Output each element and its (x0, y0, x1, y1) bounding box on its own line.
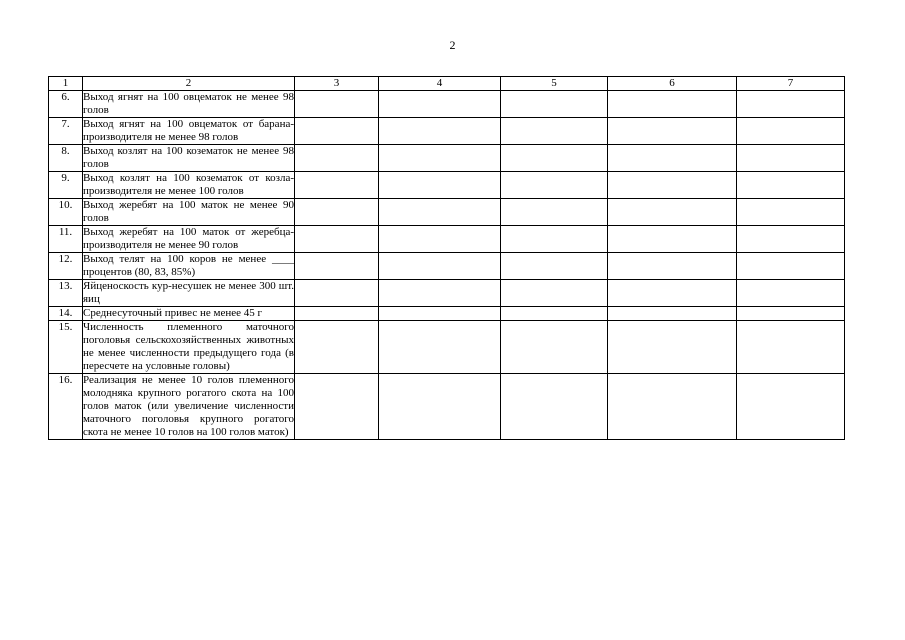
empty-cell (608, 118, 737, 145)
table-row (49, 253, 845, 280)
empty-cell (501, 118, 608, 145)
indicator-text: Выход телят на 100 коров не менее ____ процентов (80, 83, 85%) (83, 253, 294, 278)
column-header: 6 (608, 77, 737, 91)
empty-cell (501, 199, 608, 226)
table-row (49, 118, 845, 145)
row-number: 14. (49, 307, 83, 321)
indicator-text: Выход ягнят на 100 овцематок не менее 98 голов (83, 91, 294, 116)
empty-cell (608, 280, 737, 307)
empty-cell (608, 321, 737, 374)
empty-cell (379, 253, 501, 280)
empty-cell (501, 374, 608, 440)
table-row (49, 226, 845, 253)
empty-cell (379, 199, 501, 226)
page-number: 2 (449, 38, 456, 52)
empty-cell (379, 374, 501, 440)
table-row (49, 321, 845, 374)
empty-cell (379, 280, 501, 307)
indicator-text: Выход ягнят на 100 овцематок от барана-производителя не менее 98 голов (83, 118, 294, 143)
empty-cell (379, 118, 501, 145)
empty-cell (295, 307, 379, 321)
empty-cell (295, 280, 379, 307)
empty-cell (501, 253, 608, 280)
empty-cell (608, 253, 737, 280)
empty-cell (295, 253, 379, 280)
column-header: 4 (379, 77, 501, 91)
empty-cell (501, 172, 608, 199)
row-number: 15. (49, 321, 83, 374)
header-row (49, 77, 845, 91)
table-row (49, 145, 845, 172)
empty-cell (295, 226, 379, 253)
empty-cell (737, 91, 845, 118)
empty-cell (737, 199, 845, 226)
empty-cell (379, 307, 501, 321)
column-header: 2 (83, 77, 295, 91)
empty-cell (737, 374, 845, 440)
empty-cell (737, 118, 845, 145)
empty-cell (295, 118, 379, 145)
empty-cell (737, 172, 845, 199)
empty-cell (737, 145, 845, 172)
empty-cell (737, 226, 845, 253)
empty-cell (737, 280, 845, 307)
empty-cell (608, 199, 737, 226)
empty-cell (608, 91, 737, 118)
empty-cell (379, 91, 501, 118)
row-number: 13. (49, 280, 83, 307)
empty-cell (608, 226, 737, 253)
empty-cell (379, 145, 501, 172)
empty-cell (295, 172, 379, 199)
indicator-text: Выход жеребят на 100 маток не менее 90 голов (83, 199, 294, 224)
indicator-text: Выход жеребят на 100 маток от жеребца-производителя не менее 90 голов (83, 226, 294, 251)
table-row (49, 374, 845, 440)
column-header: 3 (295, 77, 379, 91)
table-row (49, 172, 845, 199)
row-number: 7. (49, 118, 83, 145)
empty-cell (379, 321, 501, 374)
indicator-text: Реализация не менее 10 голов племенного молодняка крупного рогатого скота на 100 голов маток (или увеличение численности маточного поголовья крупного рогатого скота не менее 10 голов на 100 голов маток) (83, 374, 294, 438)
empty-cell (501, 91, 608, 118)
column-header: 5 (501, 77, 608, 91)
row-number: 12. (49, 253, 83, 280)
row-number: 9. (49, 172, 83, 199)
table-row (49, 307, 845, 321)
table-row (49, 199, 845, 226)
empty-cell (737, 253, 845, 280)
empty-cell (501, 280, 608, 307)
empty-cell (379, 226, 501, 253)
empty-cell (501, 226, 608, 253)
column-header: 1 (49, 77, 83, 91)
empty-cell (608, 374, 737, 440)
indicator-text: Среднесуточный привес не менее 45 г (83, 307, 295, 321)
row-number: 6. (49, 91, 83, 118)
column-header: 7 (737, 77, 845, 91)
indicators-table (48, 76, 845, 440)
indicator-text: Выход козлят на 100 козематок от козла-производителя не менее 100 голов (83, 172, 294, 197)
empty-cell (737, 321, 845, 374)
row-number: 16. (49, 374, 83, 440)
empty-cell (295, 321, 379, 374)
empty-cell (295, 145, 379, 172)
empty-cell (379, 172, 501, 199)
indicator-text: Выход козлят на 100 козематок не менее 98 голов (83, 145, 294, 170)
row-number: 8. (49, 145, 83, 172)
empty-cell (295, 91, 379, 118)
empty-cell (737, 307, 845, 321)
empty-cell (608, 172, 737, 199)
empty-cell (501, 145, 608, 172)
table-row (49, 280, 845, 307)
row-number: 10. (49, 199, 83, 226)
indicator-text: Яйценоскость кур-несушек не менее 300 шт. яиц (83, 280, 294, 305)
empty-cell (608, 145, 737, 172)
row-number: 11. (49, 226, 83, 253)
empty-cell (501, 307, 608, 321)
indicator-text: Численность племенного маточного поголовья сельскохозяйственных животных не менее численности предыдущего года (в пересчете на условные головы) (83, 321, 294, 372)
table-row (49, 91, 845, 118)
empty-cell (608, 307, 737, 321)
empty-cell (295, 199, 379, 226)
empty-cell (295, 374, 379, 440)
empty-cell (501, 321, 608, 374)
